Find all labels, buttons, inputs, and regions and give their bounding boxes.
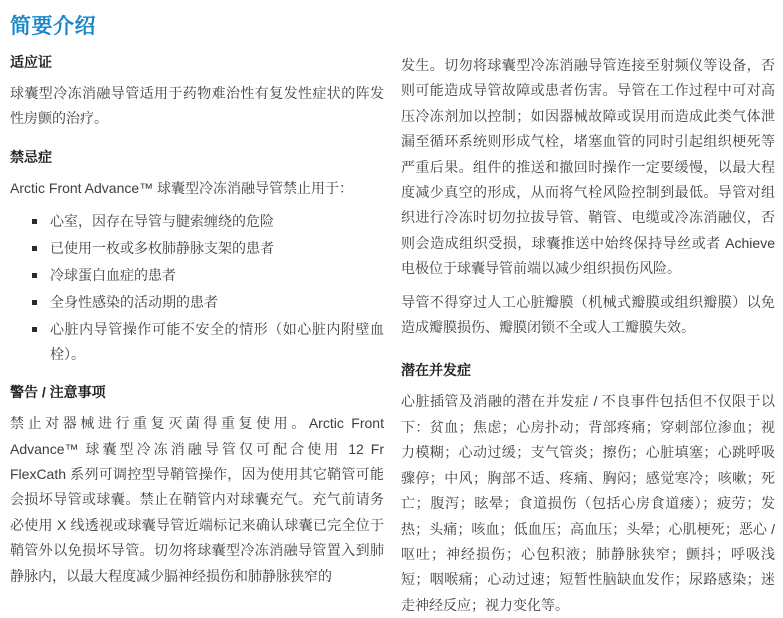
bullet-text: 心脏内导管操作可能不安全的情形（如心脏内附壁血栓）。	[50, 321, 384, 363]
section-heading-contraindications: 禁忌症	[10, 148, 52, 165]
section-heading-indications: 适应证	[10, 54, 52, 70]
section-heading-warnings: 警告 / 注意事项	[10, 384, 106, 401]
two-column-layout	[10, 52, 775, 618]
list-item	[10, 290, 384, 315]
section-indications	[10, 52, 384, 132]
indications-paragraph: 球囊型冷冻消融导管适用于药物难治性有复发性症状的阵发性房颤的治疗。	[10, 85, 384, 127]
right-column	[401, 52, 775, 618]
section-contraindications	[10, 147, 384, 367]
square-bullet-icon	[32, 327, 37, 332]
square-bullet-icon	[32, 246, 37, 251]
bullet-text: 全身性感染的活动期的患者	[50, 294, 218, 311]
list-item	[10, 236, 384, 261]
bullet-text: 冷球蛋白血症的患者	[50, 267, 176, 284]
warnings-continued-paragraph-2: 导管不得穿过人工心脏瓣膜（机械式瓣膜或组织瓣膜）以免造成瓣膜损伤、瓣膜闭锁不全或人工瓣膜失效。	[401, 293, 775, 336]
square-bullet-icon	[32, 219, 37, 224]
warnings-paragraph: 禁止对器械进行重复灭菌得重复使用。Arctic Front Advance™ 球囊型冷冻消融导管仅可配合使用 12 Fr FlexCath 系列可调控型导鞘管操作，因为使用其它鞘管可能会损坏导管或球囊。禁止在鞘管内对球囊充气。充气前请务必使用 X 线透视或球囊导管近端标记来确认球囊已完全位于鞘管外以免损坏导管。切勿将球囊型冷冻消融导管置入到肺静脉内，以最大程度减少膈神经损伤和肺静脉狭窄的	[10, 415, 384, 584]
bullet-text: 心室，因存在导管与腱索缠绕的危险	[50, 213, 274, 230]
left-column	[10, 52, 384, 618]
list-item	[10, 317, 384, 367]
complications-paragraph: 心脏插管及消融的潜在并发症 / 不良事件包括但不仅限于以下：贫血；焦虑；心房扑动；背部疼痛；穿刺部位渗血；视力模糊；心动过缓；支气管炎；擦伤；心脏填塞；心跳呼吸骤停；中风；胸部不适、疼痛、胸闷；感觉寒冷；咳嗽；死亡；腹泻；眩晕；食道损伤（包括心房食道瘘）；疲劳；发热；头痛；咳血；低血压；高血压；头晕；心肌梗死；恶心 / 呕吐；神经损伤；心包积液；肺静脉狭窄；颤抖；呼吸浅短；咽喉痛；心动过速；短暂性脑缺血发作；尿路感染；迷走神经反应；视力变化等。	[401, 393, 775, 613]
square-bullet-icon	[32, 300, 37, 305]
warnings-continued-paragraph-1: 发生。切勿将球囊型冷冻消融导管连接至射频仪等设备，否则可能造成导管故障或患者伤害。导管在工作过程中可对高压冷冻剂加以控制；如因器械故障或误用而造成此类气体泄漏至循环系统则形成气栓，堵塞血管的同时引起组织梗死等严重后果。组件的推送和撤回时操作一定要缓慢，以最大程度减少真空的形成，从而将气栓风险控制到最低。导管对组织进行冷冻时切勿拉拔导管、鞘管、电缆或冷冻消融仪，否则会造成组织受损，球囊推送中始终保持导丝或者 Achieve 电极位于球囊导管前端以减少组织损伤风险。	[401, 57, 775, 277]
contraindications-intro: Arctic Front Advance™ 球囊型冷冻消融导管禁止用于：	[10, 179, 354, 196]
page-title: 简要介绍	[10, 15, 96, 38]
section-heading-complications: 潜在并发症	[401, 362, 471, 379]
square-bullet-icon	[32, 273, 37, 278]
section-warnings	[10, 382, 384, 589]
bullet-text: 已使用一枚或多枚肺静脉支架的患者	[50, 240, 274, 257]
contraindications-bullet-list	[10, 209, 384, 367]
list-item	[10, 209, 384, 234]
list-item	[10, 263, 384, 288]
section-complications	[401, 360, 775, 618]
